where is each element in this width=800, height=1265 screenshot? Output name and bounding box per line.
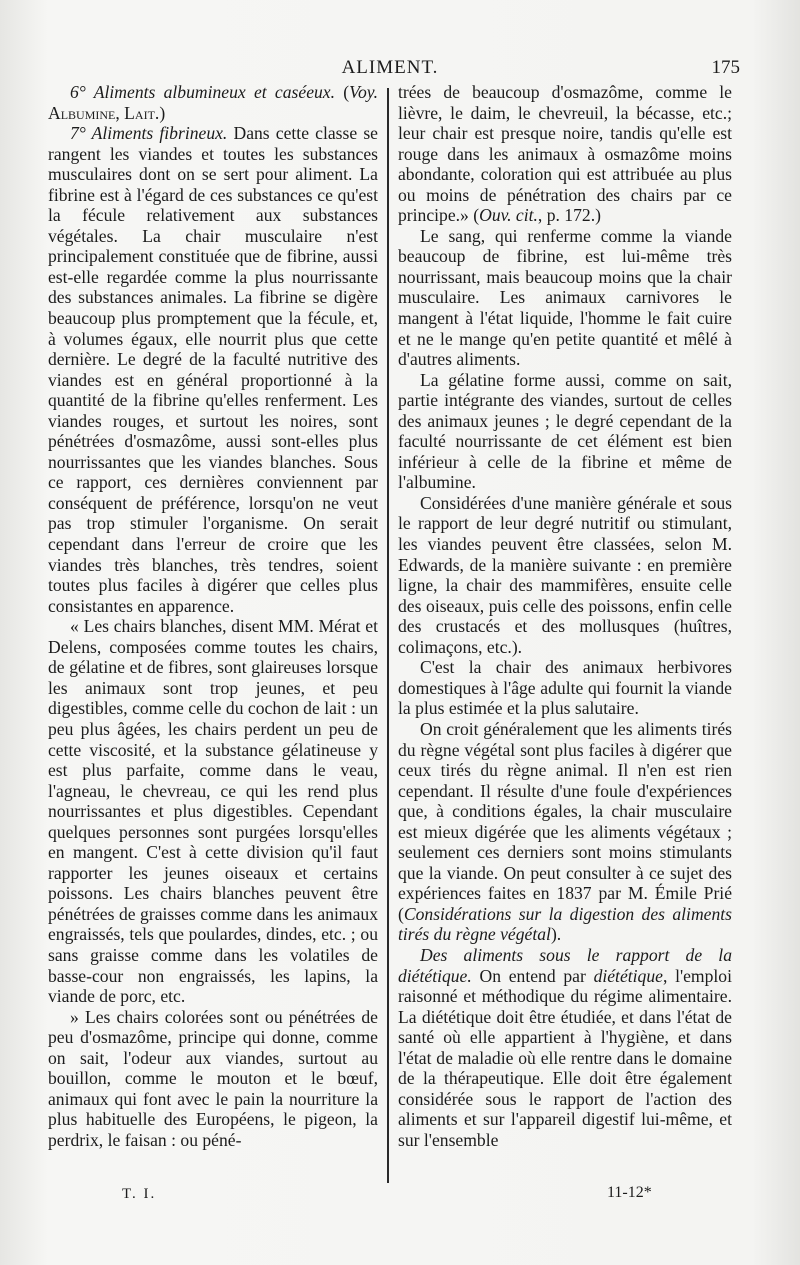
signature-mark: 11-12* (607, 1184, 652, 1201)
paragraph-gelatine: La gélatine forme aussi, comme on sait, partie intégrante des viandes, surtout de celles des animaux jeunes ; le degré cependant de la faculté nourrissante de cet élément est bien inférieur à celle de la fibrine et même de l'albumine. (398, 369, 732, 493)
paragraph-dietetique (398, 945, 732, 1150)
paragraph-text: Dans cette classe se rangent les viandes et toutes les substances musculaires dont on se sert pour aliment. La fibrine est à l'égard de ces substances ce qu'est la fécule relativement aux substances végétales. La chair musculaire n'est principalement constituée que de fibrine, aussi est-elle regardée comme la plus nourrissante des substances animales. La fibrine se digère beaucoup plus promptement que la fécule, et, à volumes égaux, elle nourrit plus que cette dernière. Le degré de la faculté nutritive des viandes est en général proportionné à la quantité de la fibrine qu'elles renferment. Les viandes rouges, et surtout les noires, sont pénétrées d'osmazôme, aussi sont-elles plus nourrissantes que les viandes blanches. Sous ce rapport, ces dernières conviennent par conséquent de préférence, lorsqu'on ne veut pas trop stimuler l'organisme. On serait cependant dans l'erreur de croire que les viandes très blanches, très tendres, soient toutes plus faciles à digérer que celles plus consistantes en apparence. (48, 123, 378, 616)
citation: Ouv. cit. (479, 205, 538, 226)
page-header (40, 57, 740, 81)
paragraph-albumineux (48, 82, 378, 123)
paragraph-text: , l'emploi raisonné et méthodique du régime alimentaire. La diététique doit être étudiée, et dans l'état de santé où elle appartient à l'hygiène, et dans l'état de maladie où elle rentre dans le domaine de la thérapeutique. Elle doit être également considérée sous le rapport de l'action des aliments et sur l'appareil digestif lui-même, et sur l'ensemble (398, 965, 732, 1150)
citation-close: ). (550, 924, 562, 945)
page-number: 175 (711, 57, 740, 78)
cross-reference: Albumine, Lait. (48, 102, 160, 123)
paragraph-continuation (398, 82, 732, 226)
paragraph-classification: Considérées d'une manière générale et sous le rapport de leur degré nutritif ou stimulant, les viandes peuvent être classées, selon M. Edwards, de la manière suivante : en première ligne, la chair des mammifères, ensuite celle des oiseaux, puis celle des poissons, enfin celle des crustacés et des mollusques (huîtres, colimaçons, etc.). (398, 492, 732, 657)
section-title-fibrineux: 7° Aliments fibrineux. (70, 123, 228, 144)
citation: Considérations sur la digestion des aliments tirés du règne végétal (398, 903, 732, 945)
paragraph-fibrineux (48, 123, 378, 616)
paragraph-text: On entend par (471, 965, 594, 986)
voy-label: Voy. (349, 82, 378, 102)
paragraph-quote-blanches: « Les chairs blanches, disent MM. Mérat et Delens, composées comme toutes les chairs, de gélatine et de fibres, sont glaireuses lorsque les animaux sont trop jeunes, et peu digestibles, comme celle du cochon de lait : un peu plus âgées, les chairs perdent un peu de cette viscosité, et la substance gélatineuse y est plus parfaite, comme dans le veau, l'agneau, le chevreau, ce qui les rend plus nourrissantes et plus digestibles. Cependant quelques personnes sont purgées lorsqu'elles en mangent. C'est à cette division qu'il faut rapporter les jeunes oiseaux et certains poissons. Les chairs blanches peuvent être pénétrées de graisses comme dans les animaux engraissés, tels que poulardes, dindes, etc. ; ou sans graisse comme dans les volatiles de basse-cour non engraissés, les lapins, la viande de porc, etc. (48, 616, 378, 1007)
section-title-albumineux: 6° Aliments albumineux et caséeux. (70, 82, 336, 102)
paragraph-sang: Le sang, qui renferme comme la viande beaucoup de fibrine, est lui-même très nourrissant, mais beaucoup moins que la chair musculaire. Les animaux carnivores le mangent à l'état liquide, l'homme le fait cuire et ne le mange qu'en petite quantité et mêlé à d'autres aliments. (398, 225, 732, 370)
paragraph-text: On croit généralement que les aliments tirés du règne végétal sont plus faciles à digérer que ceux tirés du règne animal. Il n'en est rien cependant. Il résulte d'une foule d'expériences que, à conditions égales, la chair musculaire est mieux digérée que les aliments végétaux ; seulement ces derniers sont moins stimulants que la viande. On peut consulter à ce sujet des expériences faites en 1837 par M. Émile Prié ( (398, 718, 732, 924)
term-dietetique: diététique (593, 965, 663, 986)
section-title-dietetique: Des aliments sous le rapport de la diététique. (398, 944, 732, 986)
paragraph-digestion (398, 719, 732, 945)
volume-mark: T. I. (122, 1186, 157, 1202)
ref-open: ( (335, 82, 350, 102)
ref-close: ) (159, 102, 166, 123)
paragraph-quote-colorees: » Les chairs colorées sont ou pénétrées de peu d'osmazôme, principe qui donne, comme on sait, l'odeur aux viandes, surtout au bouillon, comme le mouton et le bœuf, animaux qui font avec le pain la nourriture la plus habituelle des Européens, le pigeon, la perdrix, le faisan : ou péné- (48, 1006, 378, 1150)
paragraph-text: trées de beaucoup d'osmazôme, comme le lièvre, le daim, le chevreuil, la bécasse, etc.; leur chair est presque noire, tandis qu'elle est rouge dans les animaux à osmazôme moins abondante, coloration qui est attribuée au plus ou moins de pénétration des chairs par ce principe.» ( (398, 82, 732, 226)
column-divider (387, 88, 389, 1183)
right-column (398, 82, 732, 1150)
running-title: ALIMENT. (341, 57, 439, 78)
citation-page: , p. 172.) (537, 205, 601, 226)
left-column (48, 82, 378, 1150)
paragraph-herbivores: C'est la chair des animaux herbivores domestiques à l'âge adulte qui fournit la viande la plus estimée et la plus salutaire. (398, 657, 732, 719)
